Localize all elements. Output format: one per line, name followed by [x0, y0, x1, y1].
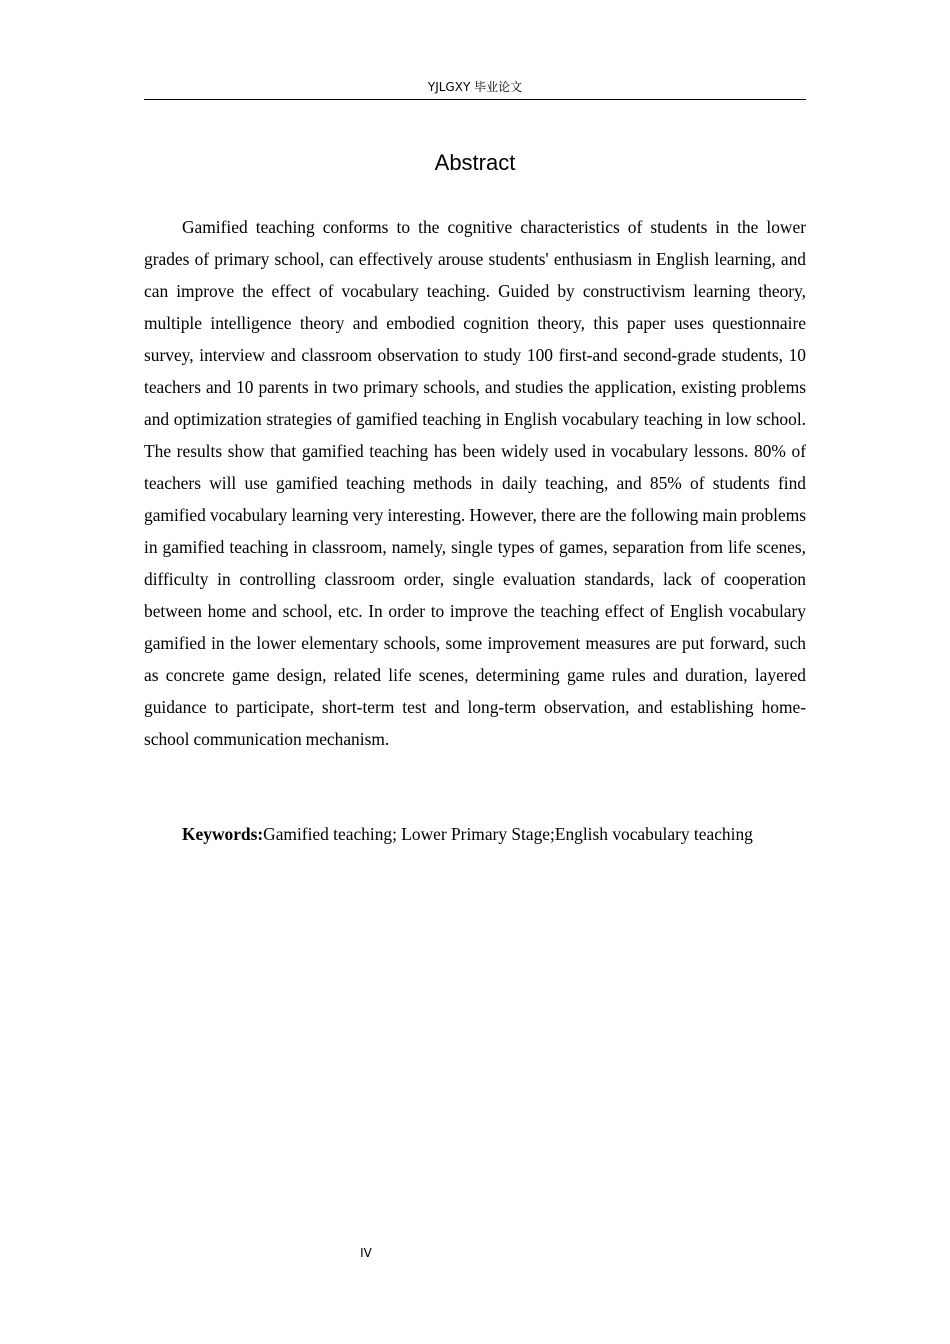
keywords-paragraph: [144, 818, 806, 850]
abstract-title: Abstract: [434, 150, 516, 175]
header-rule: [144, 99, 806, 100]
page-number: IV: [360, 1246, 372, 1260]
running-header: YJLGXY 毕业论文: [427, 80, 523, 94]
keywords-text: Gamified teaching; Lower Primary Stage;English vocabulary teaching: [263, 824, 753, 844]
keywords-label: Keywords:: [182, 824, 264, 844]
abstract-body: Gamified teaching conforms to the cognitive characteristics of students in the lower grades of primary school, can effectively arouse students' enthusiasm in English learning, and can improve the effect of vocabulary teaching. Guided by constructivism learning theory, multiple intelligence theory and embodied cognition theory, this paper uses questionnaire survey, interview and classroom observation to study 100 first-and second-grade students, 10 teachers and 10 parents in two primary schools, and studies the application, existing problems and optimization strategies of gamified teaching in English vocabulary teaching in low school. The results show that gamified teaching has been widely used in vocabulary lessons. 80% of teachers will use gamified teaching methods in daily teaching, and 85% of students find gamified vocabulary learning very interesting. However, there are the following main problems in gamified teaching in classroom, namely, single types of games, separation from life scenes, difficulty in controlling classroom order, single evaluation standards, lack of cooperation between home and school, etc. In order to improve the teaching effect of English vocabulary gamified in the lower elementary schools, some improvement measures are put forward, such as concrete game design, related life scenes, determining game rules and duration, layered guidance to participate, short-term test and long-term observation, and establishing home-school communication mechanism.: [144, 217, 806, 749]
